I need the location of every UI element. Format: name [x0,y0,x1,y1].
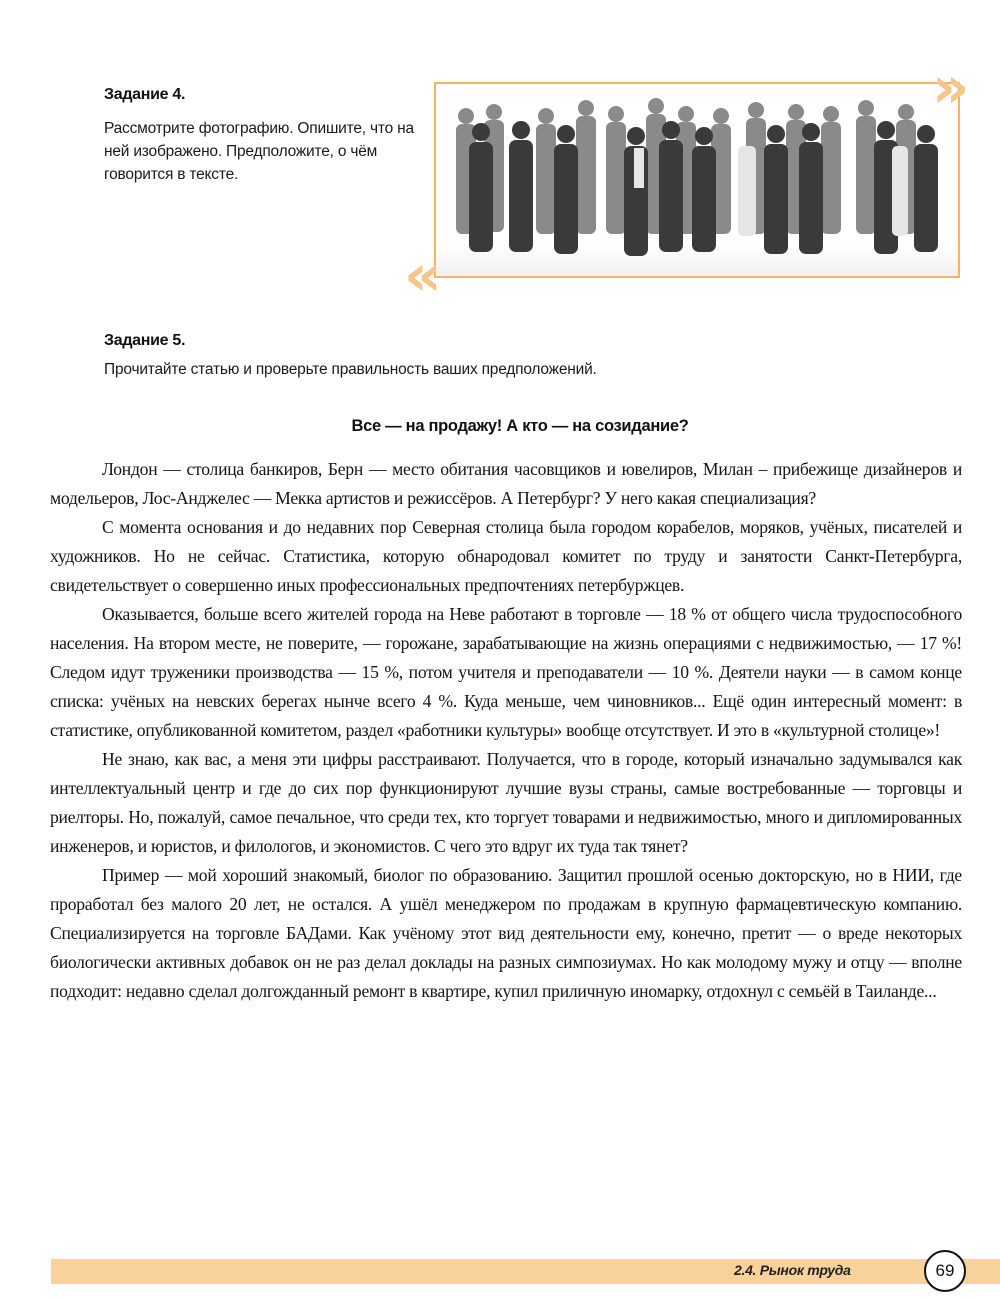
chevron-left-decoration-icon: « [404,241,442,309]
page-number [924,1250,966,1292]
article-paragraph: Лондон — столица банкиров, Берн — место обитания часовщиков и ювелиров, Милан – прибежище дизайнеров и модельеров, Лос-Анджелес — Мекка артистов и режиссёров. А Петербург? У него какая специализация? [50,459,962,508]
task-4-title: Задание 4. [104,86,186,103]
task-5-instructions: Прочитайте статью и проверьте правильность ваших предположений. [104,361,597,378]
article-paragraph: Не знаю, как вас, а меня эти цифры расстраивают. Получается, что в городе, который изначально задумывался как интеллектуальный центр и где до сих пор функционируют лучшие вузы страны, самые востребованные — торговцы и риелторы. Но, пожалуй, самое печальное, что среди тех, кто торгует товарами и недвижимостью, много и дипломированных инженеров, и юристов, и филологов, и экономистов. С чего это вдруг их туда так тянет? [50,749,962,856]
workers-group-photo [434,82,960,278]
footer-section-title: 2.4. Рынок труда [734,1262,851,1278]
people-group-illustration [436,84,958,276]
task-5-title: Задание 5. [104,332,186,349]
article-title: Все — на продажу! А кто — на созидание? [351,417,689,435]
article-paragraph: Оказывается, больше всего жителей города на Неве работают в торговле — 18 % от общего числа трудоспособного населения. На втором месте, не поверите, — горожане, зарабатывающие на жизнь операциями с недвижимостью, — 17 %! Следом идут труженики производства — 15 %, потом учителя и преподаватели — 10 %. Деятели науки — в самом конце списка: учёных на невских берегах нынче всего 4 %. Куда меньше, чем чиновников... Ещё один интересный момент: в статистике, опубликованной комитетом, раздел «работники культуры» вообще отсутствует. И это в «культурной столице»! [50,604,962,740]
chevron-right-decoration-icon: » [932,53,970,121]
footer-bar [51,1259,1000,1284]
task-4-instructions: Рассмотрите фотографию. Опишите, что на ней изображено. Предположите, о чём говорится в тексте. [104,120,414,183]
article-paragraph: Пример — мой хороший знакомый, биолог по образованию. Защитил прошлой осенью докторскую, но в НИИ, где проработал без малого 20 лет, не остался. А ушёл менеджером по продажам в крупную фармацевтическую компанию. Специализируется на торговле БАДами. Как учёному этот вид деятельности ему, конечно, претит — о вреде некоторых биологически активных добавок он не раз делал доклады на разных симпозиумах. Но как молодому мужу и отцу — вполне подходит: недавно сделал долгожданный ремонт в квартире, купил приличную иномарку, отдохнул с семьёй в Таиланде... [50,865,962,1001]
page-number-value: 69 [935,1261,955,1280]
article-body [50,455,962,1006]
article-paragraph: С момента основания и до недавних пор Северная столица была городом корабелов, моряков, учёных, писателей и художников. Но не сейчас. Статистика, которую обнародовал комитет по труду и занятости Санкт-Петербурга, свидетельствует о совершенно иных профессиональных предпочтениях петербуржцев. [50,517,962,595]
